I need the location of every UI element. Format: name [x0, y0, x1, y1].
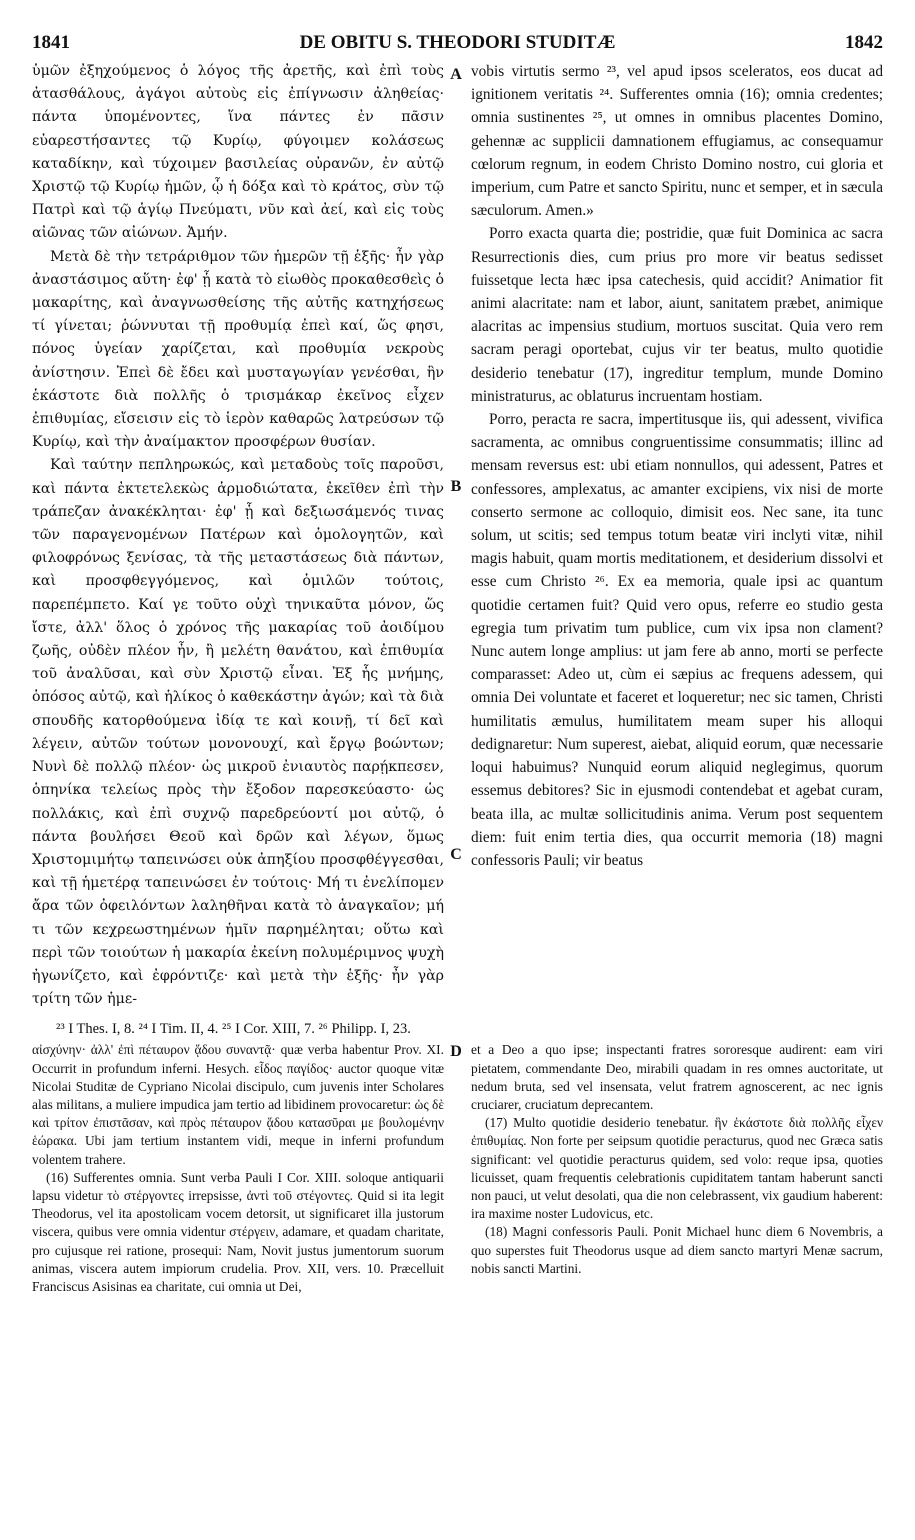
- margin-marker-c: C: [450, 846, 462, 863]
- footnote: (18) Magni confessoris Pauli. Ponit Michael hunc diem 6 Novembris, a quo superstes fuit Theodorus usque ad diem sancto martyri Menæ sacrum, nobis sancti Martini.: [471, 1224, 883, 1276]
- greek-column: [32, 60, 444, 1011]
- running-title: DE OBITU S. THEODORI STUDITÆ: [299, 32, 616, 53]
- margin-marker-a: A: [450, 66, 462, 83]
- page-number-right: 1842: [845, 32, 883, 53]
- footnote: αἰσχύνην· ἀλλ' ἐπὶ πέταυρον ᾅδου συναντᾷ· quæ verba habentur Prov. XI. Occurrit in profundum inferni. Hesych. εἶδος παγίδος· auctor quoque vitæ Nicolai Studitæ de Cypriano Nicolai discipulo, cum juvenis inter Scholares alas militans, a muliere impudica jam tertio ad libidinem provocaretur: ὡς δὲ καὶ τρίτον ἐπιστᾶσαν, καὶ πρὸς πέταυρον ᾅδου κατασῦραι με βουλομένην ἑώρακα. Ubi jam tertium instantem vidi, meque in inferni profundum volentem trahere.: [32, 1042, 444, 1167]
- running-header: [32, 32, 883, 58]
- greek-paragraph: Καὶ ταύτην πεπληρωκώς, καὶ μεταδοὺς τοῖς παροῦσι, καὶ πάντα ἐκτετελεκὼς ἁρμοδιώτατα, ἐκεῖθεν ἐπὶ τὴν τράπεζαν ἀνακέκληται· ἐφ' ᾗ καὶ δεξιωσάμενός τινας τῶν παραγενομένων Πατέρων καὶ ὁμολογητῶν, καὶ φιλοφρόνως ξενίσας, τὰ τῆς μεταστάσεως διὰ πάντων, καὶ προσφθεγγόμενος, καὶ ὁμιλῶν τούτοις, παρεπέμπετο. Καί γε τοῦτο οὐχὶ τηνικαῦτα μόνον, ὥς ἴστε, ἀλλ' ὅλος ὁ χρόνος τῆς μακαρίας τοῦ ἀοιδίμου ζωῆς, οὐδὲν πλέον ἦν, ἢ μελέτη θανάτου, καὶ ἐπιθυμία τοῦ ἀναλῦσαι, καὶ σὺν Χριστῷ εἶναι. Ἐξ ἧς μνήμης, ὁπόσος αὐτῷ, καὶ ἡλίκος ὁ καθεκάστην ἀγών; καὶ τὰ διὰ σπουδῆς κατορθούμενα ἰδίᾳ τε καὶ κοινῇ, τί δεῖ καὶ λέγειν, αὐτῶν τούτων μονονουχί, καὶ ἔργῳ βοώντων; Νυνὶ δὲ πολλῷ πλέον· ὡς μικροῦ ἐνιαυτὸς παρῄκπεσεν, ὁπηνίκα τελείως πρὸς τὴν ἔξοδον παρεσκεύαστο· ὡς πολλάκις, καὶ ἐπὶ συχνῷ παρεδρεύοντί μοι αὐτῷ, ὁ πάντα βουλήσει Θεοῦ καὶ δρῶν καὶ λέγων, ὅμως Χριστομιμήτῳ ταπεινώσει οὐκ ἀπηξίου προσφθέγγεσθαι, καὶ τῇ ἡμετέρᾳ ταπεινώσει ἐν τούτοις· Μή τι ἐνελίπομεν ἄρα τῶν ὀφειλόντων λαληθῆναι κατὰ τὸ ἀναγκαῖον; μή τι τῶν κεχρεωστημένων ἡμῖν παρημέληται; οὕτω καὶ περὶ τῶν τοιούτων ἡ μακαρία ἐκείνη πολυμέριμνος ψυχὴ ἠγωνίζετο, καὶ ἐφρόντιζε· καὶ μετὰ τὴν ἑξῆς· ἦν γὰρ τρίτη τῶν ἡμε-: [32, 457, 444, 1008]
- greek-paragraph: ὑμῶν ἐξηχούμενος ὁ λόγος τῆς ἀρετῆς, καὶ ἐπὶ τοὺς ἀτασθάλους, ἀγάγοι αὐτοὺς εἰς ἐπίγνωσιν ἀληθείας· πάντα ὑπομένοντες, ἵνα πάντες ἐν πᾶσιν εὐαρεστήσαντες τῷ Κυρίῳ, φύγοιμεν κολάσεως καταδίκην, καὶ τύχοιμεν βασιλείας οὐρανῶν, ἐν αὐτῷ Χριστῷ τῷ Κυρίῳ ἡμῶν, ᾧ ἡ δόξα καὶ τὸ κράτος, σὺν τῷ Πατρὶ καὶ τῷ ἁγίῳ Πνεύματι, νῦν καὶ ἀεί, καὶ εἰς τοὺς αἰῶνας τῶν αἰώνων. Ἀμήν.: [32, 63, 444, 242]
- latin-column: [471, 60, 883, 1011]
- margin-marker-b: B: [450, 478, 462, 495]
- page: [32, 32, 883, 1512]
- page-number-left: 1841: [32, 32, 70, 53]
- footnote: (16) Sufferentes omnia. Sunt verba Pauli I Cor. XIII. soloque antiquarii lapsu videtur τὸ στέργοντες irrepsisse, ἀντὶ τοῦ στέγοντες. Quid si ita legit Theodorus, vel ita apostolicam vocem detorsit, ut significaret illa justorum viscera, quibus vere omnia videntur στέργειν, adamare, et quadam charitate, pro cujusque rei ratione, prosequi: Nam, Novit justus jumentorum suorum animas, viscera autem impiorum crudelia. Prov. XII, vers. 10. Præcelluit Franciscus Asisinas ea charitate, cui omnia ut Dei,: [32, 1169, 444, 1294]
- notes-right-column: [471, 1041, 883, 1296]
- greek-paragraph: Μετὰ δὲ τὴν τετράριθμον τῶν ἡμερῶν τῇ ἑξῆς· ἦν γὰρ ἀναστάσιμος αὕτη· ἐφ' ᾗ κατὰ τὸ εἰωθὸς προκαθεσθεὶς ὁ μακαρίτης, καὶ ἀναγνωσθείσης τῆς αὐτῆς κατηχήσεως τί γίνεται; ῥώννυται τῇ προθυμίᾳ ἐπεὶ καί, ὥς φησι, πόνος ὑγείαν χαρίζεται, καὶ προθυμία νεκροὺς ἀνίστησιν. Ἐπεὶ δὲ ἔδει καὶ μυσταγωγίαν γενέσθαι, ἣν ἑκάστοτε διὰ πολλῆς ὁ τρισμάκαρ ἐκεῖνος εἶχεν ἐπιθυμίας, εἴσεισιν εἰς τὸ ἱερὸν καθαρῶς λατρεύσων τῷ Κυρίῳ, καὶ τὴν ἀναίμακτον προσφέρων θυσίαν.: [32, 248, 444, 451]
- footnote: et a Deo a quo ipse; inspectanti fratres sororesque audirent: eam viri pietatem, commendante Deo, mirabili quadam in res omnes auctoritate, ut nedum bruta, sed vel insensata, velut fratrem agnoscerent, ac nec ignis cruciarer, cruciatum deprecantem.: [471, 1042, 883, 1112]
- notes-left-column: [32, 1041, 444, 1296]
- scripture-references: ²³ I Thes. I, 8. ²⁴ I Tim. II, 4. ²⁵ I Cor. XIII, 7. ²⁶ Philipp. I, 23.: [56, 1021, 411, 1038]
- margin-marker-d: D: [450, 1043, 462, 1061]
- footnotes: [32, 1041, 883, 1296]
- latin-paragraph: vobis virtutis sermo ²³, vel apud ipsos sceleratos, eos ducat ad ignitionem veritatis ²⁴. Sufferentes omnia (16); omnia credentes; omnia sustinentes ²⁵, ut omnes in omnibus placentes Domino, gehennæ ac supplicii damnationem effugiamus, ac consequamur cœlorum regnum, in eodem Christo Domino nostro, cui gloria et imperium, cum Patre et sancto Spiritu, nunc et semper, et in sæcula sæculorum. Amen.»: [471, 63, 883, 220]
- main-text: [32, 60, 883, 1011]
- footnote: (17) Multo quotidie desiderio tenebatur. ἣν ἑκάστοτε διὰ πολλῆς εἶχεν ἐπιθυμίας. Non forte per seipsum quotidie peracturus, quod nec Græca satis significant: vel quotidie peracturus quidem, sed volo: reque ipsa, quoties licuisset, quam frequentis celebrationis cupiditatem tantam haberunt sancti non pauci, ut velut desolati, qua die non celebrassent, vix gaudium haberent: ira maxime noster Ludovicus, etc.: [471, 1115, 883, 1222]
- latin-paragraph: Porro exacta quarta die; postridie, quæ fuit Dominica ac sacra Resurrectionis dies, cum prius pro more vir beatus sedisset fuissetque lecta hæc ipsa catechesis, quid accidit? Animatior fit animi alacritate: nam et labor, aiunt, sanitatem præbet, animique alacritas ac impensius studium, mortuos suscitat. Quia vero rem sacram peragi oportebat, cujus vir ter beatus, multo quotidie desiderio tenebatur (17), ingreditur templum, munde Domino ministraturus, ac oblaturus incruentam hostiam.: [471, 225, 883, 405]
- latin-paragraph: Porro, peracta re sacra, impertitusque iis, qui adessent, vivifica sacramenta, ac omnibus congruentissime consummatis; illinc ad mensam reversus est: ubi etiam nonnullos, qui adessent, Patres et confessores, amplexatus, ac amanter excipiens, vix nisi de morte conserto sermone ac colloquio, dimisit eos. Nec sane, ita tunc solum, ut scitis; sed tempus totum beatæ viri inclyti vitæ, nihil magis habuit, quam mortis meditationem, et desiderium dissolvi et esse cum Christo ²⁶. Ex ea memoria, quale ipsi ac quantum quotidie certamen fuit? Quid vero opus, referre eo studio gesta egregia tum privatim tum publice, cum vix ipsa non clament? Nunc autem longe amplius: ut jam fere ab anno, morti se perfecte comparasset: Adeo ut, cùm ei sæpius ac frequens adessem, qui omnia Dei voluntate et faceret et loqueretur; nec sic tamen, Christi humilitatis æmulus, humilitatem meam super his alloqui dedignaretur: Num superest, aiebat, aliquid eorum, quæ necessarie loqui habuimus? Nunquid eorum aliquid neglegimus, quorum essemus debitores? Sic in ejusmodi contendebat et agebat curam, beata illa, ac multæ sollicitudinis anima. Verum post sequentem diem: fuit enim tertia dies, qua occurrit memoria (18) magni confessoris Pauli; vir beatus: [471, 411, 883, 869]
